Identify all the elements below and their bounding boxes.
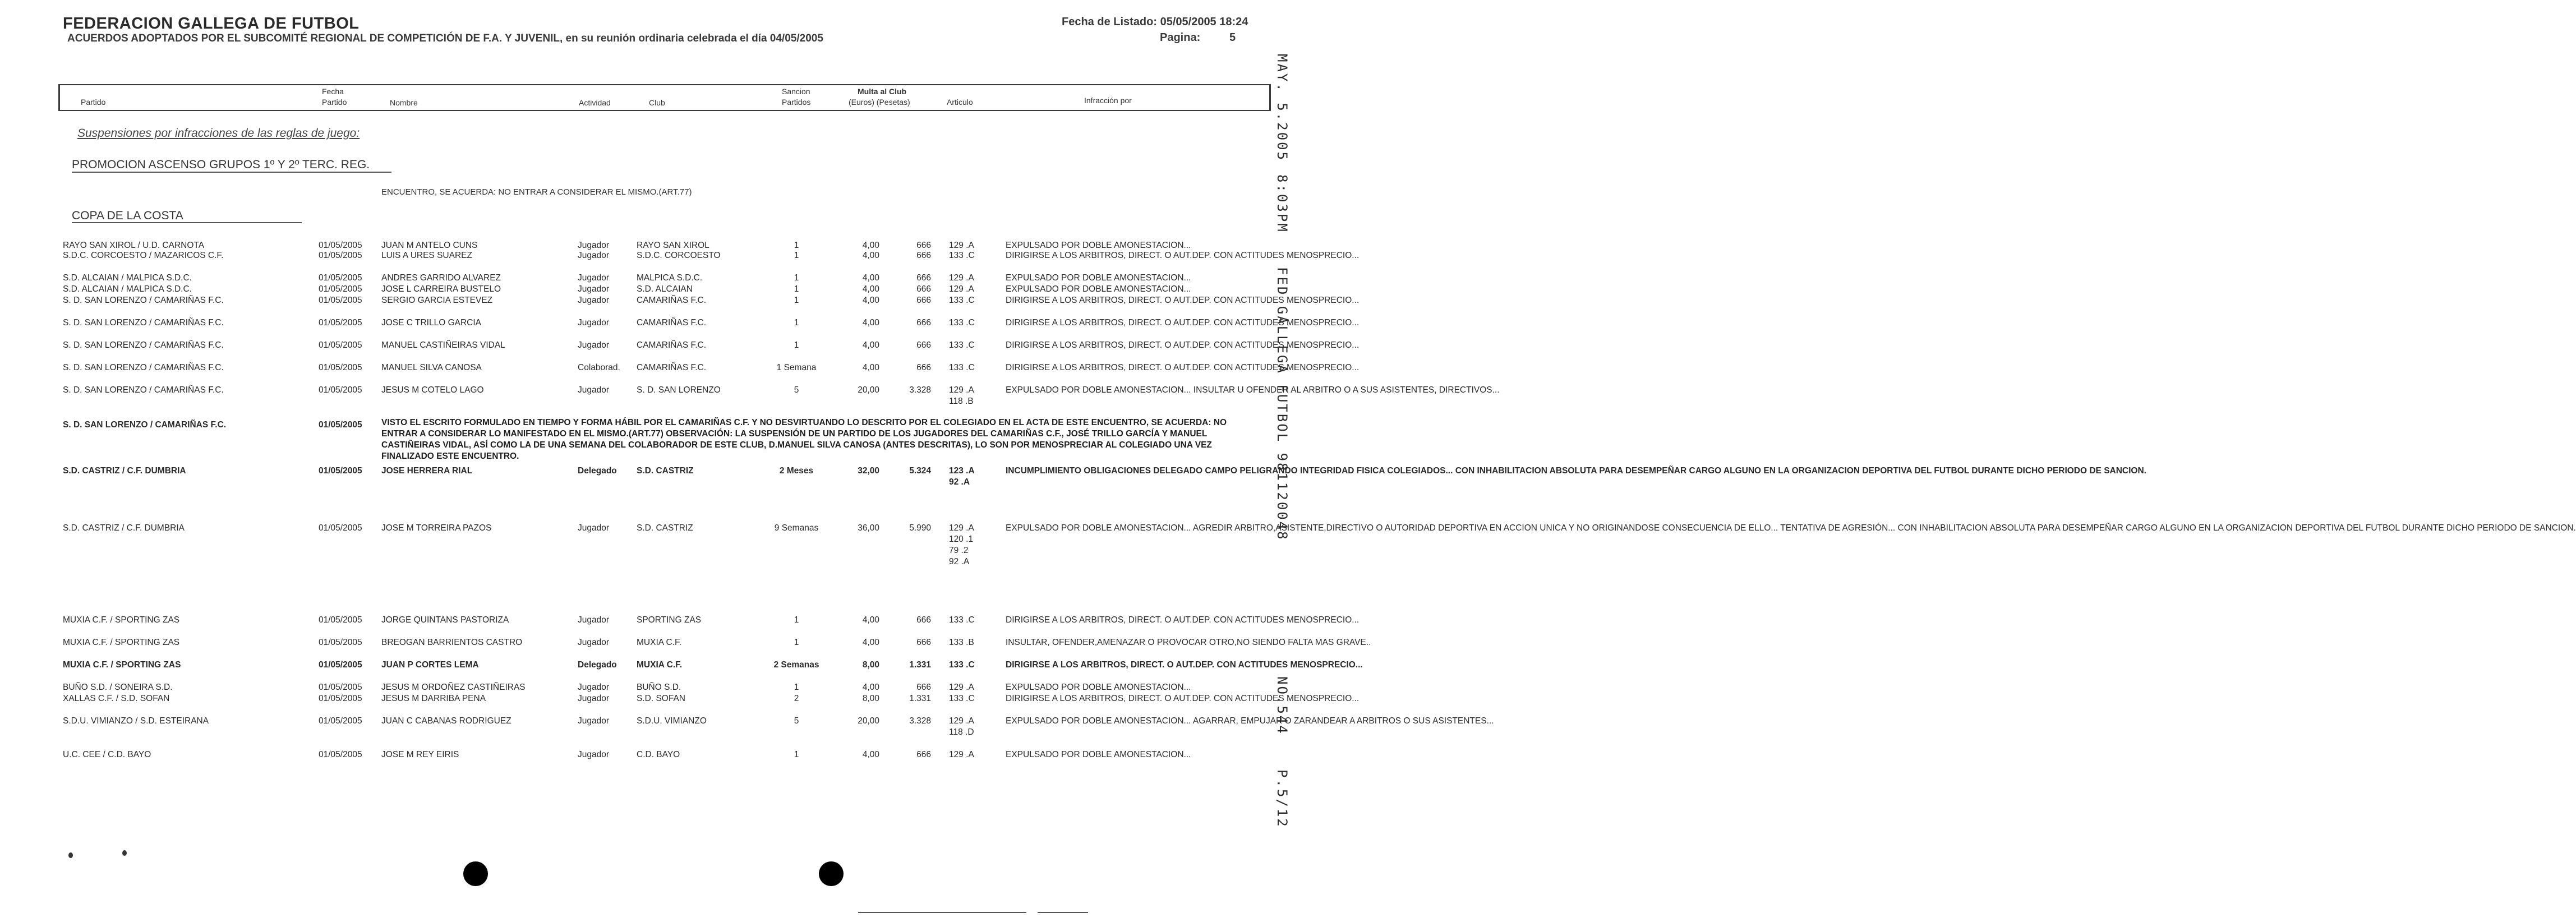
articulo-code: 120 .1 (949, 534, 974, 544)
cell-euros: 4,00 (862, 340, 879, 350)
cell-actividad: Jugador (578, 385, 610, 395)
articulo-code: 133 .C (949, 615, 975, 625)
cell-articulos (949, 682, 974, 693)
cell-euros: 20,00 (858, 385, 879, 395)
cell-partido: S.D. ALCAIAN / MALPICA S.D.C. (63, 273, 192, 283)
cell-pesetas: 666 (916, 241, 931, 250)
fax-number: NO.544 (1274, 676, 1290, 735)
cell-partido: S. D. SAN LORENZO / CAMARIÑAS F.C. (63, 296, 224, 305)
cell-infraccion: EXPULSADO POR DOBLE AMONESTACION... (1006, 683, 1191, 692)
col-infraccion: Infracción por (1084, 96, 1132, 105)
cell-infraccion: DIRIGIRSE A LOS ARBITROS, DIRECT. O AUT.DEP. CON ACTITUDES MENOSPRECIO... (1006, 615, 1360, 625)
articulo-code: 118 .B (949, 397, 974, 406)
cell-infraccion: EXPULSADO POR DOBLE AMONESTACION... (1006, 750, 1191, 759)
cell-infraccion: EXPULSADO POR DOBLE AMONESTACION... (1006, 241, 1191, 250)
cell-pesetas: 3.328 (909, 716, 931, 726)
cell-infraccion: EXPULSADO POR DOBLE AMONESTACION... INSULTAR U OFENDER AL ARBITRO O A SUS ASISTENTES, DIRECTIVOS... (1006, 385, 1500, 395)
cell-pesetas: 666 (916, 296, 931, 305)
punch-hole-right (819, 861, 844, 886)
cell-club: CAMARIÑAS F.C. (637, 318, 707, 328)
cell-partido: XALLAS C.F. / S.D. SOFAN (63, 694, 170, 703)
cell-articulos (949, 295, 975, 306)
cell-articulos (949, 693, 975, 704)
cell-euros: 4,00 (862, 241, 879, 250)
articulo-code: 129 .A (949, 716, 974, 726)
fax-page: P.5/12 (1274, 769, 1290, 828)
col-multa-1: Multa al Club (858, 87, 907, 96)
cell-club: MUXIA C.F. (637, 638, 682, 647)
cell-actividad: Jugador (578, 241, 610, 250)
cell-sancion: 9 Semanas (774, 523, 819, 533)
cell-euros: 4,00 (862, 273, 879, 283)
cell-articulos (949, 716, 974, 738)
cell-sancion: 5 (794, 716, 799, 726)
articulo-code: 129 .A (949, 273, 974, 283)
cell-articulos (949, 749, 974, 760)
observation-fecha: 01/05/2005 (319, 420, 362, 430)
cell-sancion: 1 (794, 318, 799, 328)
cell-fecha: 01/05/2005 (319, 660, 362, 670)
articulo-code: 133 .B (949, 638, 974, 647)
cell-actividad: Jugador (578, 638, 610, 647)
cell-fecha: 01/05/2005 (319, 284, 362, 294)
cell-pesetas: 666 (916, 750, 931, 759)
observation-text: VISTO EL ESCRITO FORMULADO EN TIEMPO Y FORMA HÁBIL POR EL CAMARIÑAS C.F. Y NO DESVIRTUANDO LO DESCRITO POR EL COLEGIADO EN EL ACTA DE ESTE ENCUENTRO, SE ACUERDA: NO ENTRAR A CONSIDERAR LO MANIFESTADO EN EL MISMO.(ART.77) OBSERVACIÓN: LA SUSPENSIÓN DE UN PARTIDO DE LOS JUGADORES DEL CAMARIÑAS C.F., JOSÉ TRILLO GARCÍA Y MANUEL CASTIÑEIRAS VIDAL, ASÍ COMO LA DE UNA SEMANA DEL COLABORADOR DE ESTE CLUB, D.MANUEL SILVA CANOSA (ANTES DESCRITAS), LO SON POR MENOSPRECIAR AL COLEGIADO UNA VEZ FINALIZADO ESTE ENCUENTRO. (381, 418, 1227, 461)
cell-club: C.D. BAYO (637, 750, 680, 759)
cell-euros: 20,00 (858, 716, 879, 726)
cell-nombre: LUIS A URES SUAREZ (381, 251, 472, 260)
cell-articulos (949, 637, 974, 648)
articulo-code: 118 .D (949, 727, 974, 737)
cell-club: CAMARIÑAS F.C. (637, 296, 707, 305)
cell-actividad: Jugador (578, 615, 610, 625)
cell-actividad: Jugador (578, 750, 610, 759)
group-copa-underline (72, 222, 302, 223)
cell-partido: S. D. SAN LORENZO / CAMARIÑAS F.C. (63, 363, 224, 372)
cell-club: S.D. CASTRIZ (637, 466, 694, 476)
cell-fecha: 01/05/2005 (319, 683, 362, 692)
cell-infraccion: EXPULSADO POR DOBLE AMONESTACION... (1006, 273, 1191, 283)
articulo-code: 133 .C (949, 340, 975, 350)
cell-actividad: Jugador (578, 716, 610, 726)
cell-pesetas: 666 (916, 615, 931, 625)
cell-fecha: 01/05/2005 (319, 251, 362, 260)
cell-pesetas: 666 (916, 318, 931, 328)
cell-articulos (949, 523, 974, 568)
listing-date: Fecha de Listado: 05/05/2005 18:24 (1062, 16, 1248, 28)
cell-nombre: JUAN C CABANAS RODRIGUEZ (381, 716, 511, 726)
cell-pesetas: 666 (916, 340, 931, 350)
group-copa: COPA DE LA COSTA (72, 209, 183, 222)
cell-infraccion: DIRIGIRSE A LOS ARBITROS, DIRECT. O AUT.DEP. CON ACTITUDES MENOSPRECIO... (1006, 318, 1360, 328)
cell-articulos (949, 340, 975, 351)
cell-actividad: Jugador (578, 284, 610, 294)
cell-partido: U.C. CEE / C.D. BAYO (63, 750, 151, 759)
col-club: Club (649, 98, 665, 107)
cell-club: SPORTING ZAS (637, 615, 702, 625)
cell-partido: S. D. SAN LORENZO / CAMARIÑAS F.C. (63, 318, 224, 328)
cell-nombre: JOSE HERRERA RIAL (381, 466, 473, 476)
cell-sancion: 5 (794, 385, 799, 395)
fax-sender: FED GALLEGA FUTBOL 981120048 (1274, 267, 1290, 541)
cell-euros: 4,00 (862, 683, 879, 692)
cell-sancion: 1 (794, 638, 799, 647)
document-subtitle: ACUERDOS ADOPTADOS POR EL SUBCOMITÉ REGIONAL DE COMPETICIÓN DE F.A. Y JUVENIL, en su reunión ordinaria celebrada el día 04/05/2005 (67, 33, 823, 44)
cell-actividad: Delegado (578, 660, 617, 670)
articulo-code: 129 .A (949, 683, 974, 692)
articulo-code: 129 .A (949, 750, 974, 759)
cell-club: S. D. SAN LORENZO (637, 385, 721, 395)
cell-pesetas: 5.990 (909, 523, 931, 533)
cell-euros: 32,00 (858, 466, 879, 476)
cell-nombre: SERGIO GARCIA ESTEVEZ (381, 296, 493, 305)
cell-fecha: 01/05/2005 (319, 363, 362, 372)
articulo-code: 133 .C (949, 694, 975, 703)
cell-euros: 4,00 (862, 318, 879, 328)
cell-partido: S. D. SAN LORENZO / CAMARIÑAS F.C. (63, 385, 224, 395)
cell-sancion: 1 (794, 683, 799, 692)
cell-sancion: 1 (794, 251, 799, 260)
cell-partido: S.D.U. VIMIANZO / S.D. ESTEIRANA (63, 716, 209, 726)
cell-nombre: ANDRES GARRIDO ALVAREZ (381, 273, 501, 283)
cell-articulos (949, 317, 975, 329)
cell-infraccion: INCUMPLIMIENTO OBLIGACIONES DELEGADO CAMPO PELIGRANDO INTEGRIDAD FISICA COLEGIADOS... CON INHABILITACION ABSOLUTA PARA DESEMPEÑAR CARGO ALGUNO EN LA ORGANIZACION DEPORTIVA DEL FUTBOL DURANTE DICHO PERIODO DE SANCION. (1006, 466, 2146, 476)
page-number: 5 (1229, 31, 1236, 44)
cell-infraccion: DIRIGIRSE A LOS ARBITROS, DIRECT. O AUT.DEP. CON ACTITUDES MENOSPRECIO... (1006, 694, 1360, 703)
cell-euros: 4,00 (862, 284, 879, 294)
cell-euros: 4,00 (862, 251, 879, 260)
cell-pesetas: 666 (916, 683, 931, 692)
cell-partido: BUÑO S.D. / SONEIRA S.D. (63, 683, 173, 692)
col-fecha-1: Fecha (322, 87, 344, 96)
cell-pesetas: 666 (916, 251, 931, 260)
articulo-code: 92 .A (949, 477, 970, 487)
cell-infraccion: EXPULSADO POR DOBLE AMONESTACION... AGREDIR ARBITRO,ASISTENTE,DIRECTIVO O AUTORIDAD DEPORTIVA EN ACCION UNICA Y NO ORIGINANDOSE CONSECUENCIA DE ELLO... TENTATIVA DE AGRESIÓN... CON INHABILITACION ABSOLUTA PARA DESEMPEÑAR CARGO ALGUNO EN LA ORGANIZACION DEPORTIVA DEL FUTBOL DURANTE DICHO PERIODO DE SANCION. (1006, 523, 2576, 533)
group-promocion-underline (72, 172, 391, 173)
col-actividad: Actividad (579, 98, 611, 107)
cell-fecha: 01/05/2005 (319, 296, 362, 305)
cell-nombre: JESUS M ORDOÑEZ CASTIÑEIRAS (381, 683, 526, 692)
cell-fecha: 01/05/2005 (319, 273, 362, 283)
cell-infraccion: INSULTAR, OFENDER,AMENAZAR O PROVOCAR OTRO,NO SIENDO FALTA MAS GRAVE.. (1006, 638, 1371, 647)
cell-nombre: JOSE C TRILLO GARCIA (381, 318, 482, 328)
cell-fecha: 01/05/2005 (319, 638, 362, 647)
cell-sancion: 2 Semanas (773, 660, 819, 670)
articulo-code: 79 .2 (949, 546, 969, 555)
articulo-code: 129 .A (949, 385, 974, 395)
cell-fecha: 01/05/2005 (319, 750, 362, 759)
cell-partido: RAYO SAN XIROL / U.D. CARNOTA (63, 241, 205, 250)
cell-partido: MUXIA C.F. / SPORTING ZAS (63, 660, 181, 670)
cell-club: RAYO SAN XIROL (637, 241, 709, 250)
cell-nombre: JOSE M TORREIRA PAZOS (381, 523, 492, 533)
col-articulo: Articulo (947, 98, 973, 107)
cell-nombre: JUAN M ANTELO CUNS (381, 241, 478, 250)
page-label: Pagina: (1160, 31, 1201, 44)
cell-nombre: JOSE M REY EIRIS (381, 750, 459, 759)
cell-club: S.D. CASTRIZ (637, 523, 693, 533)
col-fecha-2: Partido (322, 98, 347, 107)
cell-actividad: Jugador (578, 273, 610, 283)
cell-infraccion: DIRIGIRSE A LOS ARBITROS, DIRECT. O AUT.DEP. CON ACTITUDES MENOSPRECIO... (1006, 660, 1363, 670)
cell-sancion: 1 Semana (776, 363, 817, 372)
cell-sancion: 1 (794, 241, 799, 250)
cell-euros: 8,00 (862, 694, 879, 703)
cell-club: MUXIA C.F. (637, 660, 683, 670)
articulo-code: 129 .A (949, 523, 974, 533)
cell-fecha: 01/05/2005 (319, 241, 362, 250)
cell-fecha: 01/05/2005 (319, 385, 362, 395)
cell-fecha: 01/05/2005 (319, 615, 362, 625)
cell-euros: 4,00 (862, 363, 879, 372)
cell-actividad: Colaborad. (578, 363, 620, 372)
cell-pesetas: 666 (916, 273, 931, 283)
cell-pesetas: 5.324 (909, 466, 931, 476)
cell-club: S.D. ALCAIAN (637, 284, 693, 294)
cell-partido: S.D. CASTRIZ / C.F. DUMBRIA (63, 466, 186, 476)
cell-fecha: 01/05/2005 (319, 340, 362, 350)
articulo-code: 92 .A (949, 557, 970, 566)
cell-fecha: 01/05/2005 (319, 318, 362, 328)
cell-nombre: JUAN P CORTES LEMA (381, 660, 479, 670)
cell-fecha: 01/05/2005 (319, 716, 362, 726)
cell-euros: 36,00 (858, 523, 879, 533)
cell-club: BUÑO S.D. (637, 683, 681, 692)
cell-nombre: JORGE QUINTANS PASTORIZA (381, 615, 509, 625)
footer-line (1038, 912, 1088, 913)
cell-euros: 4,00 (862, 750, 879, 759)
section-title: Suspensiones por infracciones de las reglas de juego: (77, 127, 360, 140)
cell-club: S.D.C. CORCOESTO (637, 251, 721, 260)
scan-speck (68, 852, 73, 858)
cell-actividad: Jugador (578, 251, 610, 260)
cell-articulos (949, 362, 975, 374)
cell-club: CAMARIÑAS F.C. (637, 363, 707, 372)
articulo-code: 129 .A (949, 241, 974, 250)
document-title: FEDERACION GALLEGA DE FUTBOL (63, 15, 360, 33)
cell-partido: MUXIA C.F. / SPORTING ZAS (63, 638, 180, 647)
footer-line (858, 912, 1026, 913)
articulo-code: 123 .A (949, 466, 975, 476)
cell-pesetas: 666 (916, 363, 931, 372)
cell-partido: S.D.C. CORCOESTO / MAZARICOS C.F. (63, 251, 224, 260)
fax-side-header (1276, 54, 1304, 884)
cell-euros: 4,00 (862, 296, 879, 305)
cell-infraccion: DIRIGIRSE A LOS ARBITROS, DIRECT. O AUT.DEP. CON ACTITUDES MENOSPRECIO... (1006, 251, 1360, 260)
cell-infraccion: DIRIGIRSE A LOS ARBITROS, DIRECT. O AUT.DEP. CON ACTITUDES MENOSPRECIO... (1006, 363, 1360, 372)
articulo-code: 129 .A (949, 284, 974, 294)
col-nombre: Nombre (390, 98, 418, 107)
cell-club: MALPICA S.D.C. (637, 273, 703, 283)
col-sancion-2: Partidos (782, 98, 811, 107)
cell-sancion: 1 (794, 273, 799, 283)
col-multa-2: (Euros) (Pesetas) (849, 98, 910, 107)
cell-fecha: 01/05/2005 (319, 694, 362, 703)
fax-time: 8:03PM (1274, 174, 1290, 233)
cell-actividad: Jugador (578, 340, 610, 350)
cell-actividad: Jugador (578, 296, 610, 305)
cell-nombre: JESUS M DARRIBA PENA (381, 694, 486, 703)
articulo-code: 133 .C (949, 251, 975, 260)
cell-sancion: 2 (794, 694, 799, 703)
cell-club: S.D.U. VIMIANZO (637, 716, 707, 726)
cell-nombre: MANUEL CASTIÑEIRAS VIDAL (381, 340, 505, 350)
group-promocion: PROMOCION ASCENSO GRUPOS 1º Y 2º TERC. REG. (72, 158, 370, 171)
cell-articulos (949, 240, 974, 251)
cell-actividad: Jugador (578, 318, 610, 328)
cell-partido: MUXIA C.F. / SPORTING ZAS (63, 615, 180, 625)
col-sancion-1: Sancion (782, 87, 810, 96)
cell-pesetas: 666 (916, 638, 931, 647)
cell-club: CAMARIÑAS F.C. (637, 340, 707, 350)
cell-nombre: MANUEL SILVA CANOSA (381, 363, 482, 372)
punch-hole-left (463, 861, 488, 886)
cell-nombre: BREOGAN BARRIENTOS CASTRO (381, 638, 523, 647)
cell-partido: S.D. ALCAIAN / MALPICA S.D.C. (63, 284, 192, 294)
articulo-code: 133 .C (949, 296, 975, 305)
cell-partido: S. D. SAN LORENZO / CAMARIÑAS F.C. (63, 340, 224, 350)
cell-nombre: JOSE L CARREIRA BUSTELO (381, 284, 501, 294)
cell-articulos (949, 615, 975, 626)
fax-date: MAY. 5.2005 (1274, 54, 1290, 162)
cell-articulos (949, 284, 974, 295)
cell-euros: 4,00 (862, 615, 879, 625)
articulo-code: 133 .C (949, 318, 975, 328)
cell-infraccion: DIRIGIRSE A LOS ARBITROS, DIRECT. O AUT.DEP. CON ACTITUDES MENOSPRECIO... (1006, 340, 1360, 350)
cell-infraccion: EXPULSADO POR DOBLE AMONESTACION... (1006, 284, 1191, 294)
cell-club: S.D. SOFAN (637, 694, 685, 703)
cell-pesetas: 1.331 (909, 694, 931, 703)
cell-actividad: Jugador (578, 694, 610, 703)
cell-sancion: 1 (794, 340, 799, 350)
cell-sancion: 1 (794, 615, 799, 625)
cell-articulos (949, 250, 975, 261)
cell-sancion: 1 (794, 296, 799, 305)
cell-articulos (949, 465, 975, 488)
cell-pesetas: 3.328 (909, 385, 931, 395)
cell-articulos (949, 385, 974, 407)
cell-articulos (949, 273, 974, 284)
articulo-code: 133 .C (949, 363, 975, 372)
cell-actividad: Delegado (578, 466, 617, 476)
articulo-code: 133 .C (949, 660, 975, 670)
cell-euros: 4,00 (862, 638, 879, 647)
cell-articulos (949, 660, 975, 671)
cell-pesetas: 666 (916, 284, 931, 294)
cell-partido: S.D. CASTRIZ / C.F. DUMBRIA (63, 523, 185, 533)
cell-infraccion: EXPULSADO POR DOBLE AMONESTACION... AGARRAR, EMPUJAR O ZARANDEAR A ARBITROS O SUS ASISTENTES... (1006, 716, 1494, 726)
cell-fecha: 01/05/2005 (319, 523, 362, 533)
cell-fecha: 01/05/2005 (319, 466, 362, 476)
col-partido: Partido (81, 98, 106, 107)
scan-speck (122, 850, 127, 856)
cell-actividad: Jugador (578, 683, 610, 692)
cell-actividad: Jugador (578, 523, 610, 533)
cell-sancion: 2 Meses (779, 466, 814, 476)
observation-partido: S. D. SAN LORENZO / CAMARIÑAS F.C. (63, 420, 227, 430)
cell-pesetas: 1.331 (909, 660, 931, 670)
cell-sancion: 1 (794, 750, 799, 759)
cell-infraccion: DIRIGIRSE A LOS ARBITROS, DIRECT. O AUT.DEP. CON ACTITUDES MENOSPRECIO... (1006, 296, 1360, 305)
promocion-note: ENCUENTRO, SE ACUERDA: NO ENTRAR A CONSIDERAR EL MISMO.(ART.77) (381, 187, 692, 197)
cell-euros: 8,00 (862, 660, 879, 670)
cell-nombre: JESUS M COTELO LAGO (381, 385, 484, 395)
cell-sancion: 1 (794, 284, 799, 294)
